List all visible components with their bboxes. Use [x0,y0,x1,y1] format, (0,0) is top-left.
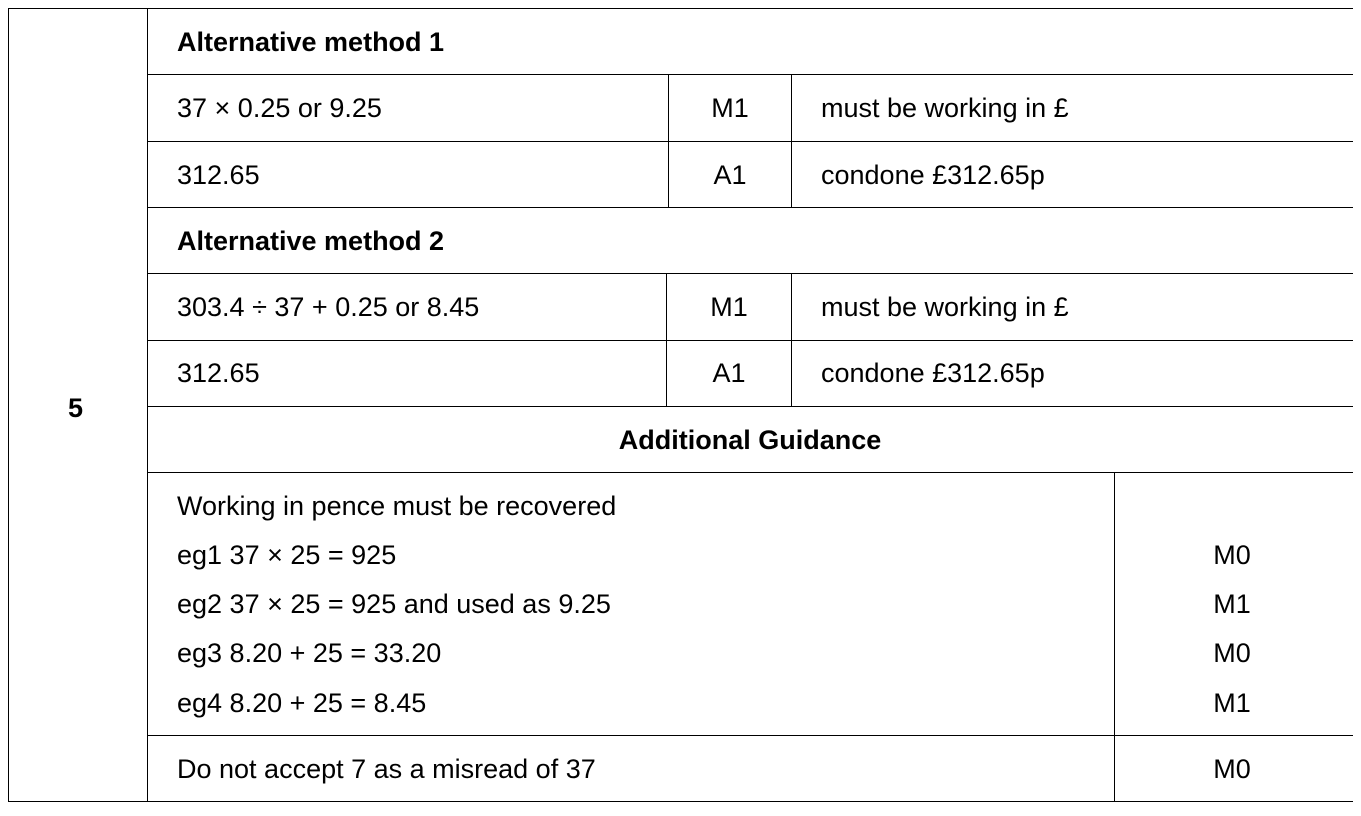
guidance-example-1: eg1 37 × 25 = 925 [177,540,397,570]
guidance-example-3: eg3 8.20 + 25 = 33.20 [177,638,442,668]
method-2-comment-1: must be working in £ [821,292,1069,322]
method-2-heading: Alternative method 2 [177,226,445,256]
method-1-comment-1: must be working in £ [821,93,1069,123]
question-column-divider [147,8,148,802]
row-divider [147,340,1353,341]
guidance-note: Do not accept 7 as a misread of 37 [177,754,596,784]
method-2-comment-2: condone £312.65p [821,358,1045,388]
row-divider [147,472,1353,473]
method-2-mark-2: A1 [712,358,746,388]
row-divider [147,735,1353,736]
guidance-example-2: eg2 37 × 25 = 925 and used as 9.25 [177,589,611,619]
method-1-heading: Alternative method 1 [177,27,445,57]
table-left-border [8,8,9,802]
row-divider [147,273,1353,274]
guidance-intro: Working in pence must be recovered [177,491,617,521]
guidance-example-4-mark: M1 [1213,688,1251,718]
row-divider [147,74,1353,75]
guidance-example-4: eg4 8.20 + 25 = 8.45 [177,688,427,718]
method-1-working-1: 37 × 0.25 or 9.25 [177,93,382,123]
table-top-border [8,8,1353,9]
table-bottom-border [8,801,1353,802]
method-2-working-1: 303.4 ÷ 37 + 0.25 or 8.45 [177,292,480,322]
row-divider [147,207,1353,208]
method-1-comment-2: condone £312.65p [821,160,1045,190]
method-1-working-2: 312.65 [177,160,260,190]
row-divider [147,406,1353,407]
row-divider [147,141,1353,142]
method-2-working-2: 312.65 [177,358,260,388]
method-2-mark-1: M1 [710,292,748,322]
guidance-example-2-mark: M1 [1213,589,1251,619]
guidance-heading: Additional Guidance [618,425,882,455]
method-1-mark-2: A1 [713,160,747,190]
guidance-example-3-mark: M0 [1213,638,1251,668]
method-1-mark-1: M1 [711,93,749,123]
guidance-note-mark: M0 [1213,754,1251,784]
guidance-example-1-mark: M0 [1213,540,1251,570]
question-number: 5 [68,393,84,423]
